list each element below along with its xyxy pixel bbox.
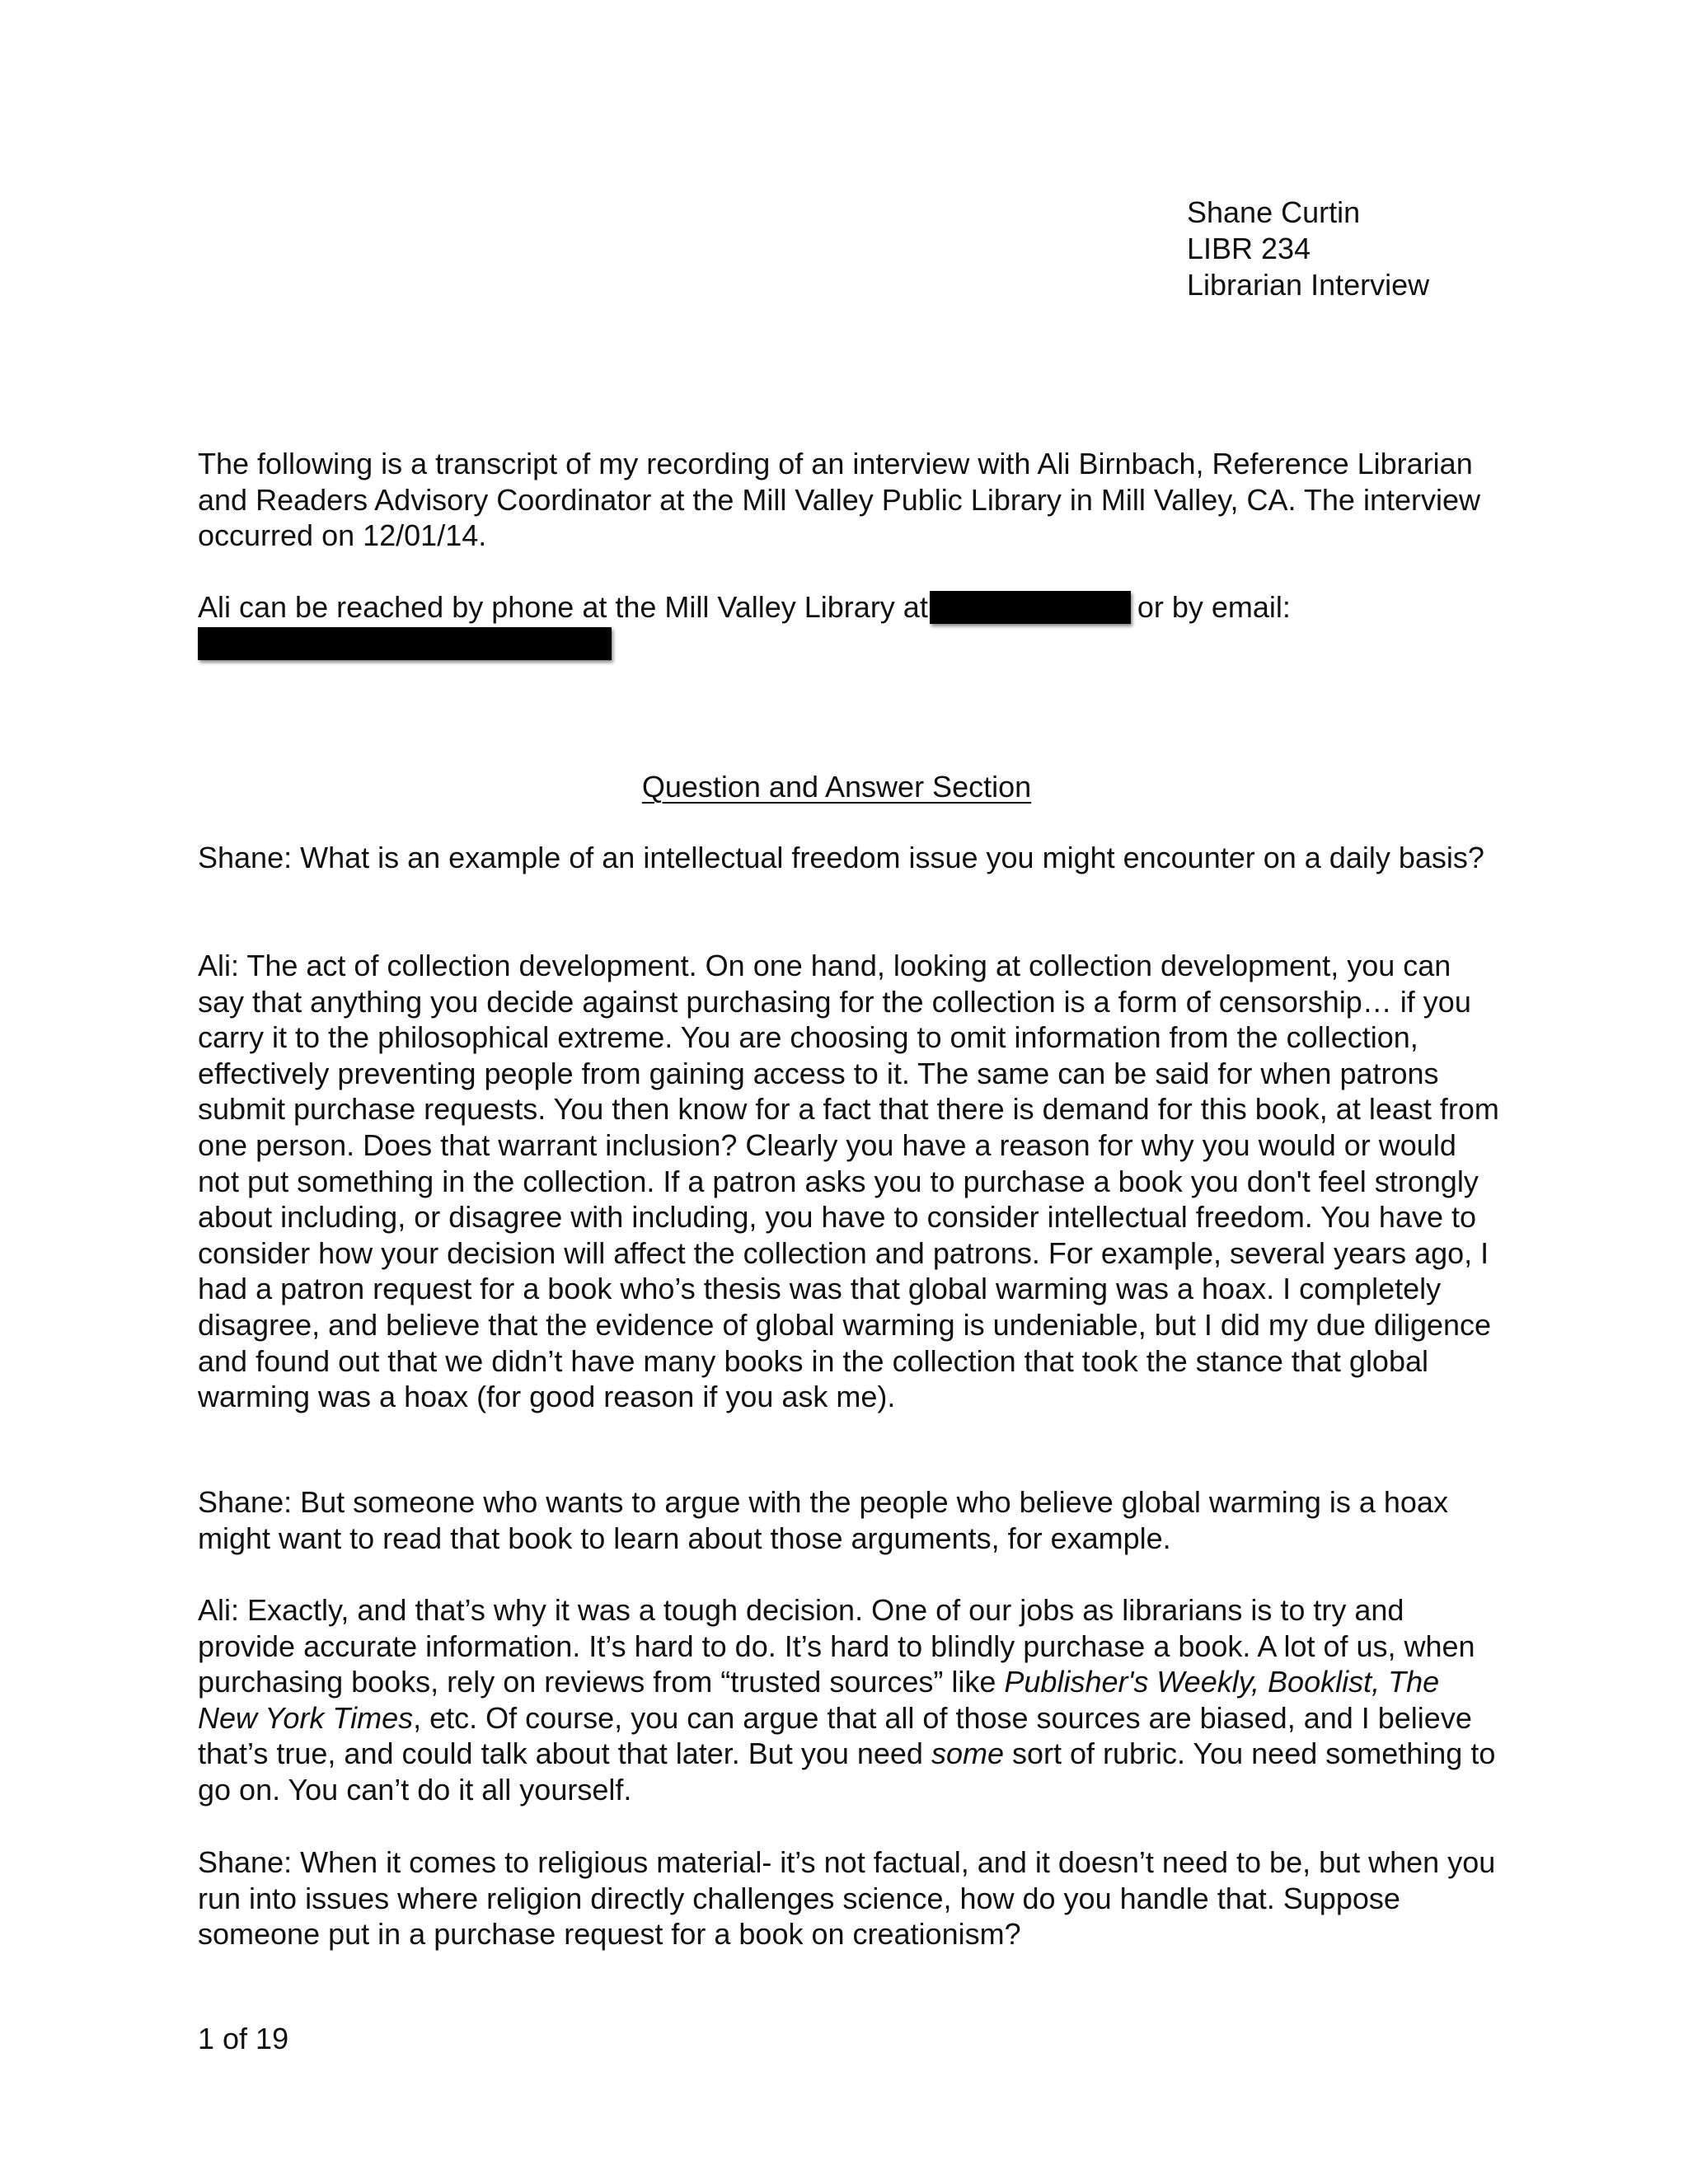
question-3: Shane: When it comes to religious material- it’s not factual, and it doesn’t need to be, but when you run into issues where religion directly challenges science, how do you handle that. Suppose someone put in a purchase request for a book on creationism?	[198, 1845, 1496, 1952]
answer-2	[198, 1592, 1500, 1808]
answer-2-part-3: sort of rubric. You need something to go on. You can’t do it all yourself.	[198, 1736, 1496, 1807]
page-number: 1 of 19	[198, 2022, 289, 2055]
answer-2-part-2: , etc. Of course, you can argue that all of those sources are biased, and I believe that’s true, and could talk about that later. But you need	[198, 1700, 1472, 1771]
answer-2-italic-sources: Publisher's Weekly, Booklist, The New York Times	[198, 1665, 1440, 1735]
contact-middle: or by email:	[1137, 590, 1291, 624]
answer-1: Ali: The act of collection development. On one hand, looking at collection development, you can say that anything you decide against purchasing for the collection is a form of censorship… if you carry it to the philosophical extreme. You are choosing to omit information from the collection, effectively preventing people from gaining access to it. The same can be said for when patrons submit purchase requests. You then know for a fact that there is demand for this book, at least from one person. Does that warrant inclusion? Clearly you have a reason for why you would or would not put something in the collection. If a patron asks you to purchase a book you don't feel strongly about including, or disagree with including, you have to consider intellectual freedom. You have to consider how your decision will affect the collection and patrons. For example, several years ago, I had a patron request for a book who’s thesis was that global warming was a hoax. I completely disagree, and believe that the evidence of global warming is undeniable, but I did my due diligence and found out that we didn’t have many books in the collection that took the stance that global warming was a hoax (for good reason if you ask me).	[198, 949, 1499, 1414]
question-1: Shane: What is an example of an intellectual freedom issue you might encounter on a daily basis?	[198, 841, 1484, 874]
author-header	[1187, 194, 1429, 303]
course-code: LIBR 234	[1187, 232, 1311, 265]
question-2: Shane: But someone who wants to argue with the people who believe global warming is a hoax might want to read that book to learn about those arguments, for example.	[198, 1485, 1448, 1555]
answer-2-part-1: Ali: Exactly, and that’s why it was a tough decision. One of our jobs as librarians is to try and provide accurate information. It’s hard to do. It’s hard to blindly purchase a book. A lot of us, when purchasing books, rely on reviews from “trusted sources” like	[198, 1593, 1475, 1699]
redacted-email	[198, 627, 612, 660]
contact-prefix: Ali can be reached by phone at the Mill Valley Library at	[198, 590, 928, 624]
answer-2-italic-some: some	[931, 1736, 1004, 1771]
redacted-phone	[930, 591, 1131, 624]
section-title: Question and Answer Section	[641, 770, 1032, 804]
assignment-title: Librarian Interview	[1187, 268, 1430, 302]
contact-paragraph	[198, 589, 1500, 661]
author-name: Shane Curtin	[1187, 195, 1361, 229]
intro-paragraph: The following is a transcript of my recording of an interview with Ali Birnbach, Reference Librarian and Readers Advisory Coordinator at the Mill Valley Public Library in Mill Valley, CA. The interview occurred on 12/01/14.	[198, 447, 1480, 553]
